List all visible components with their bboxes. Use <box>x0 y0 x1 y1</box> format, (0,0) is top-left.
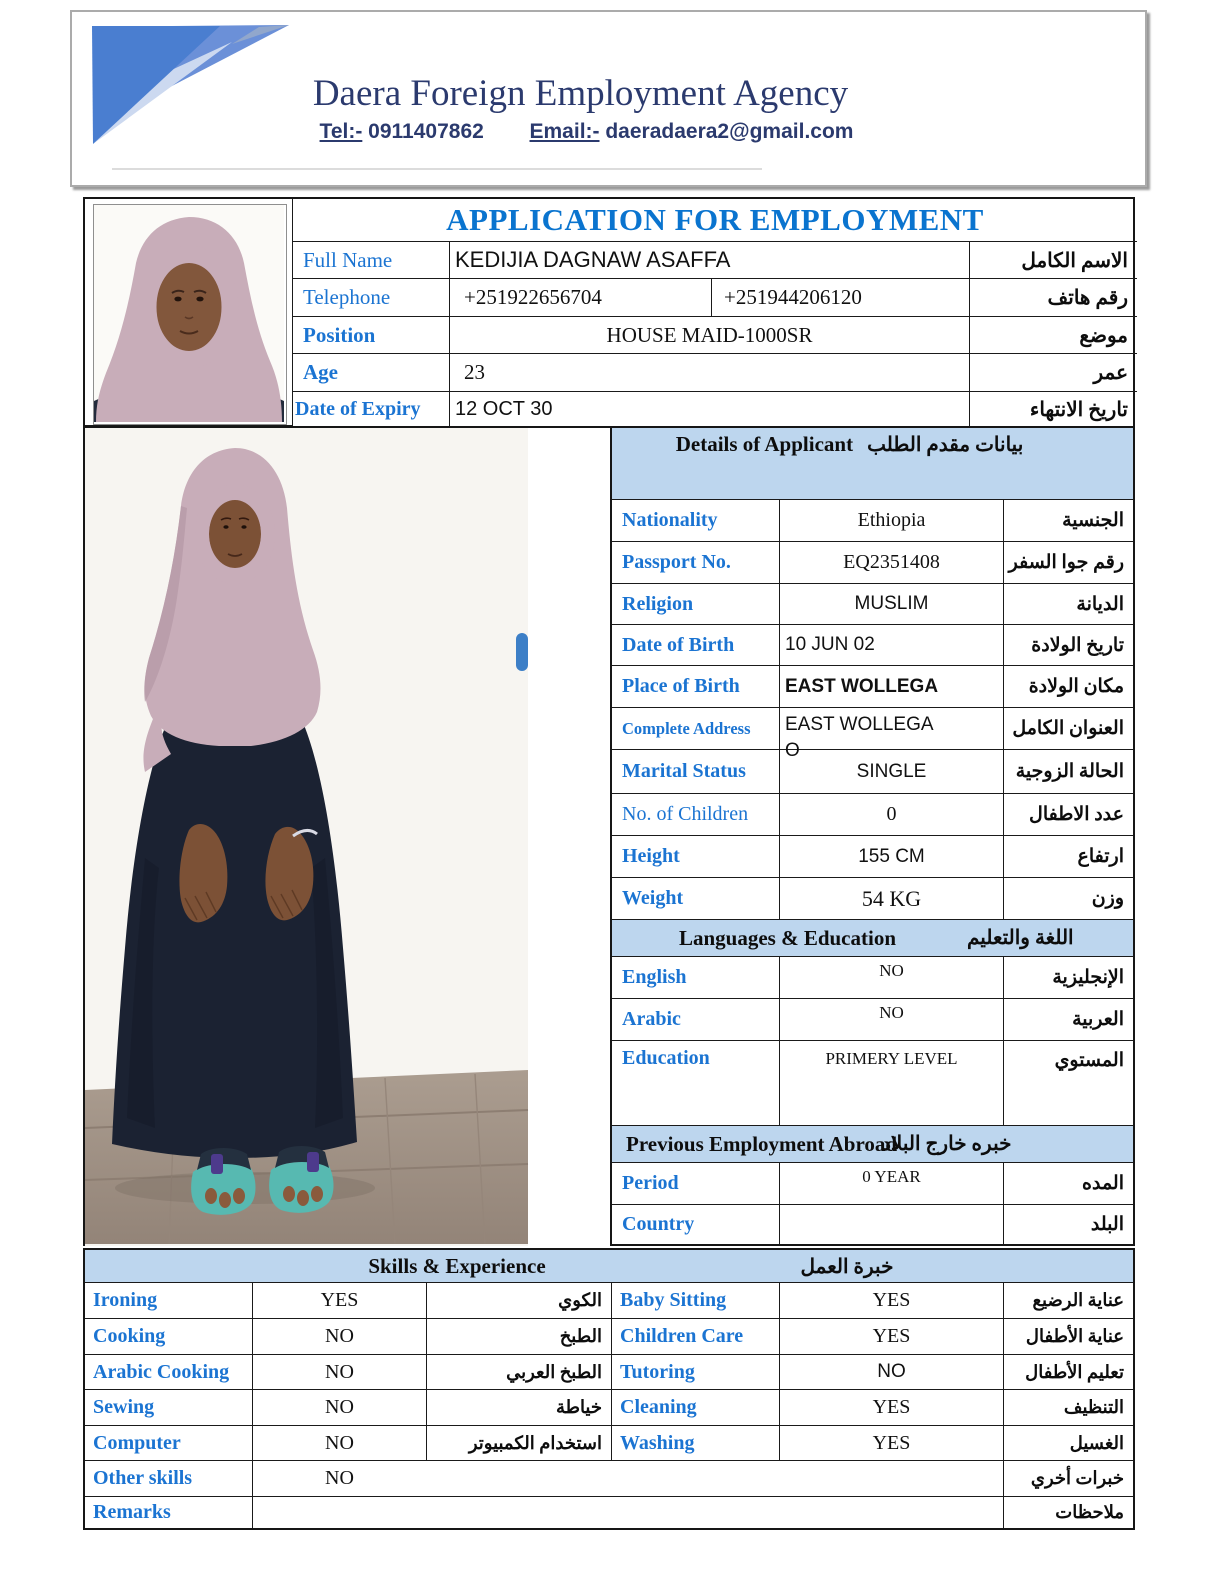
portrait-photo-cell <box>85 199 293 426</box>
details-header-en: Details of Applicant <box>675 432 854 456</box>
full-name-value <box>450 242 970 279</box>
english-arabic-text: الإنجليزية <box>1052 967 1124 988</box>
agency-contact-line <box>50 120 1123 144</box>
fullbody-photo-drawing <box>85 428 528 1244</box>
arabic-cooking-arabic-text: الطبخ العربي <box>506 1361 602 1382</box>
birth-place-value <box>780 666 1004 708</box>
expiry-label: Date of Expiry <box>295 397 421 420</box>
religion-text: MUSLIM <box>854 593 929 614</box>
washing-arabic <box>1004 1426 1133 1461</box>
telephone-2-text: +251944206120 <box>724 285 862 309</box>
children-care-arabic <box>1004 1319 1133 1355</box>
agency-name: Daera Foreign Employment Agency <box>312 73 849 114</box>
washing-label: Washing <box>620 1431 695 1454</box>
baby-sitting-arabic-text: عناية الرضيع <box>1032 1290 1124 1310</box>
expiry-text: 12 OCT 30 <box>455 397 553 420</box>
email-value: daeradaera2@gmail.com <box>605 120 854 143</box>
other-skills-arabic <box>1004 1461 1133 1497</box>
skills-header-band <box>85 1250 1133 1283</box>
arabic-cooking-arabic <box>427 1355 612 1390</box>
age-value <box>450 354 970 392</box>
sewing-text: NO <box>325 1396 354 1418</box>
education-arabic-text: المستوي <box>1054 1050 1124 1071</box>
arabic-lang-text: NO <box>879 1003 904 1022</box>
education-value <box>780 1041 1004 1126</box>
full-name-label-cell <box>293 242 450 279</box>
previous-employment-band <box>612 1126 1133 1163</box>
religion-label: Religion <box>622 592 694 615</box>
expiry-label-cell <box>293 392 450 426</box>
passport-arabic <box>1004 542 1133 584</box>
birth-place-arabic-text: مكان الولادة <box>1028 676 1124 697</box>
computer-arabic <box>427 1426 612 1461</box>
period-value <box>780 1163 1004 1205</box>
applicant-fullbody-photo <box>83 428 528 1246</box>
tel-number: 0911407862 <box>368 120 484 143</box>
children-arabic <box>1004 794 1133 836</box>
height-arabic-text: ارتفاع <box>1077 846 1124 867</box>
weight-label: Weight <box>622 887 684 909</box>
washing-value <box>780 1426 1004 1461</box>
computer-text: NO <box>325 1431 354 1454</box>
telephone-label-cell <box>293 279 450 317</box>
details-header-ar: بيانات مقدم الطلب <box>867 434 1024 456</box>
telephone-value-2 <box>712 279 970 317</box>
address-arabic-text: العنوان الكامل <box>1012 718 1124 739</box>
languages-header-ar: اللغة والتعليم <box>967 927 1074 949</box>
other-skills-value <box>253 1461 1004 1497</box>
baby-sitting-label: Baby Sitting <box>620 1289 727 1311</box>
sewing-arabic <box>427 1390 612 1426</box>
baby-sitting-value <box>780 1283 1004 1319</box>
skills-header-en: Skills & Experience <box>368 1254 546 1278</box>
arabic-cooking-value <box>253 1355 427 1390</box>
cooking-label: Cooking <box>93 1325 166 1347</box>
details-header-band <box>612 428 1133 500</box>
english-text: NO <box>879 961 904 980</box>
children-value <box>780 794 1004 836</box>
marital-arabic <box>1004 750 1133 794</box>
arabic-cooking-text: NO <box>325 1360 354 1383</box>
ironing-arabic <box>427 1283 612 1319</box>
passport-text: EQ2351408 <box>843 551 940 573</box>
height-text: 155 CM <box>858 845 925 867</box>
arabic-cooking-label: Arabic Cooking <box>93 1360 230 1383</box>
washing-arabic-text: الغسيل <box>1069 1432 1124 1453</box>
nationality-arabic <box>1004 500 1133 542</box>
country-label: Country <box>622 1213 695 1235</box>
arabic-lang-value <box>780 999 1004 1041</box>
education-label: Education <box>622 1047 710 1069</box>
cooking-arabic <box>427 1319 612 1355</box>
arabic-lang-arabic-text: العربية <box>1072 1009 1124 1030</box>
english-arabic <box>1004 957 1133 999</box>
position-text: HOUSE MAID-1000SR <box>606 322 813 347</box>
portrait-photo-drawing <box>94 205 284 422</box>
expiry-arabic <box>970 392 1137 426</box>
languages-header-en: Languages & Education <box>678 925 897 950</box>
birth-date-label: Date of Birth <box>622 633 735 656</box>
cooking-text: NO <box>325 1325 354 1347</box>
header-divider <box>112 168 762 170</box>
children-arabic-text: عدد الاطفال <box>1029 804 1124 825</box>
marital-arabic-text: الحالة الزوجية <box>1015 761 1124 782</box>
tel-label: Tel:- <box>319 120 363 143</box>
passport-label: Passport No. <box>622 551 731 573</box>
tutoring-arabic-text: تعليم الأطفال <box>1025 1361 1124 1382</box>
address-arabic <box>1004 708 1133 750</box>
height-label: Height <box>622 845 680 867</box>
position-arabic-text: موضع <box>1079 324 1128 347</box>
tutoring-arabic <box>1004 1355 1133 1390</box>
cleaning-label: Cleaning <box>620 1396 697 1418</box>
height-arabic <box>1004 836 1133 878</box>
ironing-arabic-text: الكوي <box>558 1290 602 1310</box>
cleaning-text: YES <box>872 1396 911 1418</box>
full-name-label: Full Name <box>303 247 393 272</box>
country-arabic-text: البلد <box>1090 1214 1124 1235</box>
computer-value <box>253 1426 427 1461</box>
nationality-label: Nationality <box>622 509 718 531</box>
remarks-arabic-text: ملاحظات <box>1055 1502 1124 1522</box>
birth-date-arabic <box>1004 625 1133 666</box>
telephone-arabic <box>970 279 1137 317</box>
cooking-value <box>253 1319 427 1355</box>
computer-arabic-text: استخدام الكمبيوتر <box>468 1432 602 1453</box>
marital-value <box>780 750 1004 794</box>
age-arabic <box>970 354 1137 392</box>
children-care-value <box>780 1319 1004 1355</box>
sewing-value <box>253 1390 427 1426</box>
nationality-arabic-text: الجنسية <box>1062 510 1124 531</box>
weight-value <box>780 878 1004 920</box>
weight-arabic <box>1004 878 1133 920</box>
address-line2-clipped: O <box>785 740 800 761</box>
baby-sitting-arabic <box>1004 1283 1133 1319</box>
ironing-label: Ironing <box>93 1289 158 1311</box>
children-care-arabic-text: عناية الأطفال <box>1025 1326 1124 1346</box>
skills-experience-table <box>83 1248 1135 1530</box>
agency-letterhead <box>70 10 1147 187</box>
address-value <box>780 708 1004 761</box>
tutoring-value <box>780 1355 1004 1390</box>
remarks-arabic <box>1004 1497 1133 1528</box>
ironing-value <box>253 1283 427 1319</box>
washing-text: YES <box>872 1431 911 1454</box>
email-label: Email:- <box>529 120 600 143</box>
height-value <box>780 836 1004 878</box>
expiry-value <box>450 392 970 426</box>
tutoring-text: NO <box>877 1361 906 1382</box>
education-arabic <box>1004 1041 1133 1126</box>
children-care-label: Children Care <box>620 1325 744 1347</box>
telephone-arabic-text: رقم هاتف <box>1047 287 1128 309</box>
details-of-applicant-table <box>610 428 1135 1246</box>
cleaning-arabic <box>1004 1390 1133 1426</box>
full-name-arabic <box>970 242 1137 279</box>
ironing-text: YES <box>320 1289 359 1311</box>
position-value <box>450 317 970 354</box>
telephone-1-text: +251922656704 <box>464 285 602 309</box>
weight-arabic-text: وزن <box>1091 888 1124 909</box>
religion-arabic <box>1004 584 1133 625</box>
application-title-cell <box>293 199 1137 242</box>
religion-value <box>780 584 1004 625</box>
birth-place-arabic <box>1004 666 1133 708</box>
children-label: No. of Children <box>622 803 749 825</box>
arabic-lang-label: Arabic <box>622 1008 681 1030</box>
cleaning-arabic-text: التنظيف <box>1063 1397 1124 1417</box>
expiry-arabic-text: تاريخ الانتهاء <box>1029 398 1128 421</box>
position-label-cell <box>293 317 450 354</box>
previous-employment-ar: خبره خارج البلاد <box>882 1133 1012 1155</box>
remarks-value <box>253 1497 1004 1528</box>
full-name-arabic-text: الاسم الكامل <box>1021 249 1128 272</box>
marital-text: SINGLE <box>856 760 927 782</box>
religion-arabic-text: الديانة <box>1076 593 1124 615</box>
country-value <box>780 1205 1004 1244</box>
other-skills-arabic-text: خبرات أخري <box>1030 1468 1124 1488</box>
children-text: 0 <box>886 803 897 825</box>
position-arabic <box>970 317 1137 354</box>
address-label: Complete Address <box>622 718 751 738</box>
country-arabic <box>1004 1205 1133 1244</box>
birth-date-arabic-text: تاريخ الولادة <box>1031 634 1124 656</box>
english-label: English <box>622 966 687 988</box>
children-care-text: YES <box>872 1325 911 1347</box>
birth-date-text: 10 JUN 02 <box>785 634 875 655</box>
application-title: APPLICATION FOR EMPLOYMENT <box>446 202 984 237</box>
passport-arabic-text: رقم جوا السفر <box>1008 552 1124 573</box>
computer-label: Computer <box>93 1431 181 1454</box>
nationality-text: Ethiopia <box>857 509 926 531</box>
period-label: Period <box>622 1172 679 1194</box>
sewing-arabic-text: خياطة <box>555 1397 602 1417</box>
baby-sitting-text: YES <box>872 1289 911 1311</box>
weight-text: 54 KG <box>861 885 922 911</box>
period-arabic <box>1004 1163 1133 1205</box>
previous-employment-en: Previous Employment Abroad <box>626 1131 898 1156</box>
position-label: Position <box>303 322 376 347</box>
nationality-value <box>780 500 1004 542</box>
arabic-lang-arabic <box>1004 999 1133 1041</box>
age-arabic-text: عمر <box>1093 362 1128 384</box>
sewing-label: Sewing <box>93 1396 155 1418</box>
address-line1: EAST WOLLEGA <box>785 714 934 735</box>
education-text: PRIMERY LEVEL <box>825 1049 958 1068</box>
english-value <box>780 957 1004 999</box>
tutoring-label: Tutoring <box>620 1360 695 1383</box>
birth-place-text: EAST WOLLEGA <box>785 675 939 697</box>
other-skills-text: NO <box>325 1467 354 1489</box>
other-skills-label: Other skills <box>93 1467 193 1489</box>
applicant-portrait-photo <box>93 204 287 425</box>
age-label: Age <box>303 360 338 384</box>
cooking-arabic-text: الطبخ <box>559 1326 602 1346</box>
cleaning-value <box>780 1390 1004 1426</box>
birth-place-label: Place of Birth <box>622 675 740 697</box>
age-text: 23 <box>464 360 485 384</box>
application-top-form <box>83 197 1135 428</box>
birth-date-value <box>780 625 1004 666</box>
telephone-label: Telephone <box>303 285 391 309</box>
age-label-cell <box>293 354 450 392</box>
full-name-text: KEDIJIA DAGNAW ASAFFA <box>455 247 731 272</box>
passport-value <box>780 542 1004 584</box>
marital-label: Marital Status <box>622 760 746 782</box>
period-arabic-text: المده <box>1082 1173 1124 1194</box>
period-text: 0 YEAR <box>862 1167 921 1186</box>
telephone-value-1 <box>450 279 712 317</box>
remarks-label: Remarks <box>93 1501 171 1523</box>
skills-header-ar: خبرة العمل <box>800 1256 894 1278</box>
